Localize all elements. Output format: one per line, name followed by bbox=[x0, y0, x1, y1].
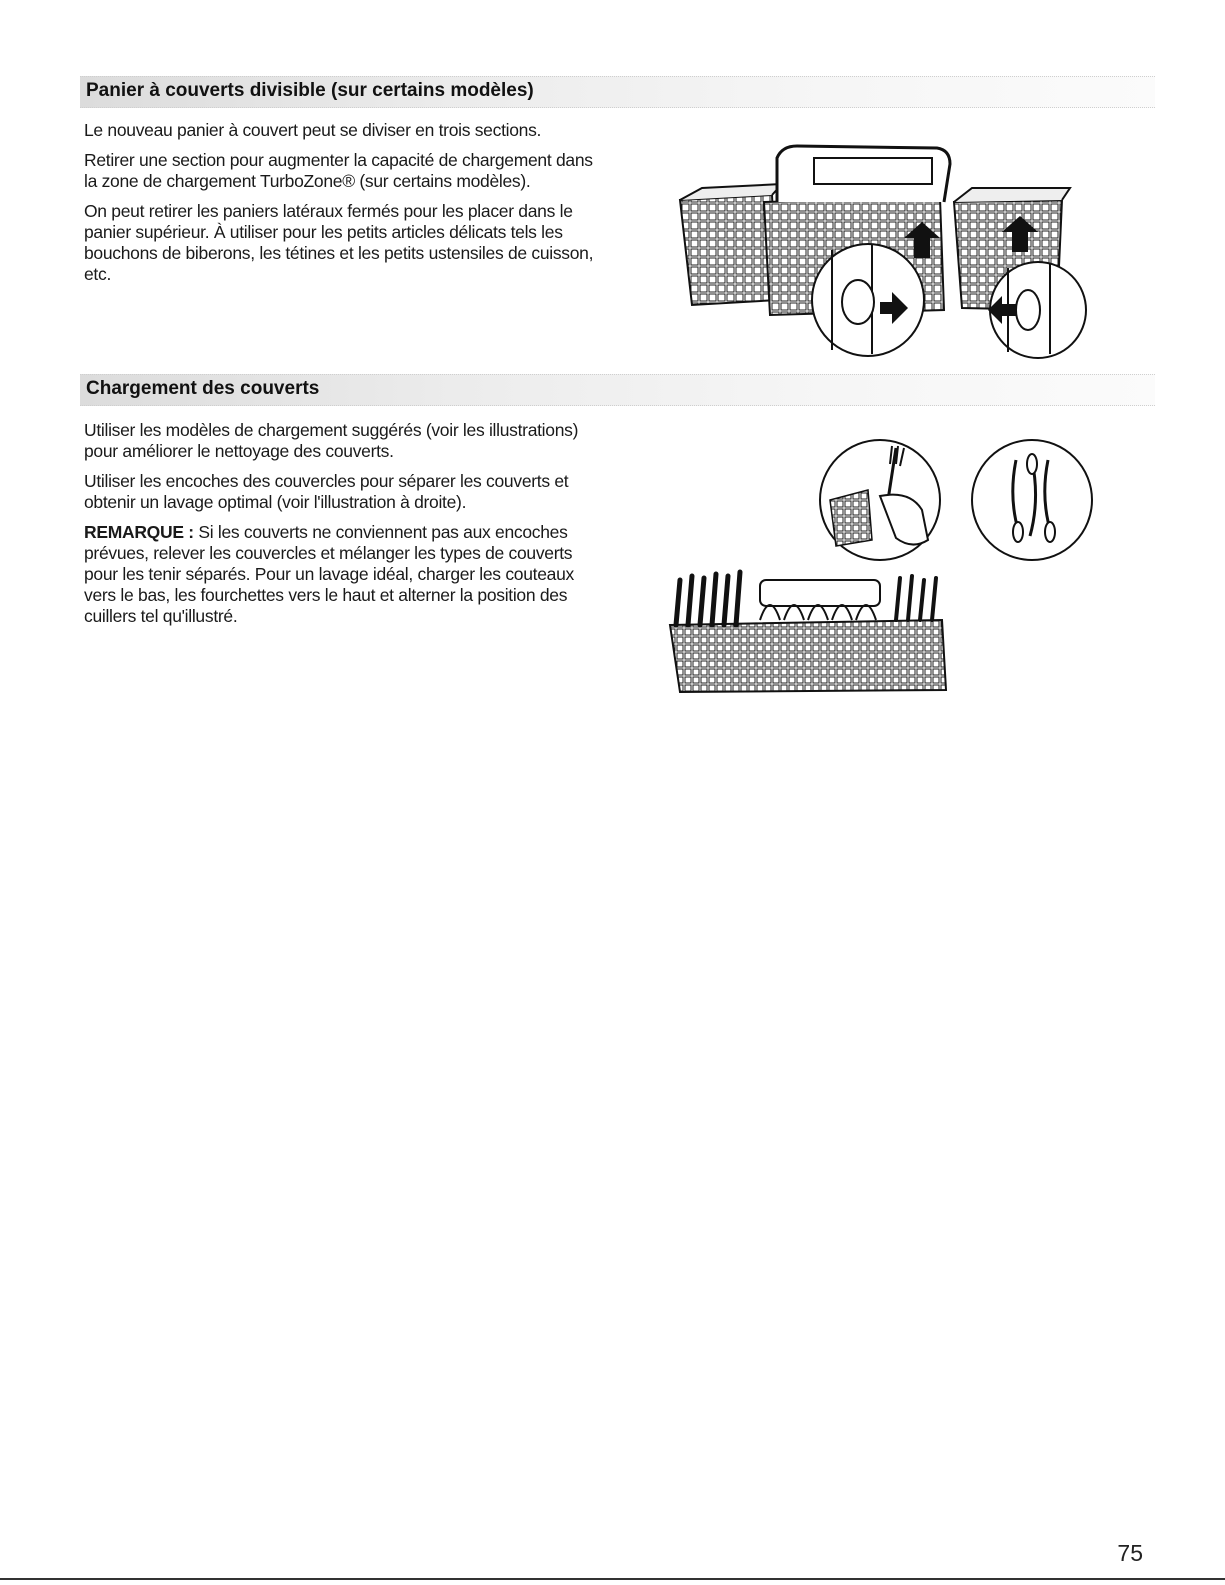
bottom-rule bbox=[0, 1578, 1225, 1580]
paragraph: Retirer une section pour augmenter la capacité de chargement dans la zone de chargement TurboZone® (sur certains modèles). bbox=[84, 150, 593, 191]
page-number: 75 bbox=[1117, 1540, 1143, 1566]
section-title: Panier à couverts divisible (sur certains modèles) bbox=[86, 80, 534, 101]
paragraph: Le nouveau panier à couvert peut se diviser en trois sections. bbox=[84, 120, 542, 140]
divisible-basket-illustration bbox=[672, 140, 1092, 380]
section-header-loading-silverware bbox=[80, 374, 1155, 406]
paragraph: Utiliser les modèles de chargement suggérés (voir les illustrations) pour améliorer le nettoyage des couverts. bbox=[84, 420, 579, 461]
note-label: REMARQUE : bbox=[84, 522, 194, 542]
note-text: Si les couverts ne conviennent pas aux encoches prévues, relever les couvercles et mélanger les types de couverts pour les tenir séparés. Pour un lavage idéal, charger les couteaux vers le bas, les fourchettes vers le haut et alterner la position des cuillers tel qu'illustré. bbox=[84, 522, 574, 626]
paragraph: Utiliser les encoches des couvercles pour séparer les couverts et obtenir un lavage optimal (voir l'illustration à droite). bbox=[84, 471, 569, 512]
note-paragraph bbox=[84, 522, 604, 627]
section-title: Chargement des couverts bbox=[86, 378, 320, 399]
silverware-loading-illustration bbox=[660, 420, 1110, 700]
section-body-loading-silverware bbox=[84, 420, 604, 636]
paragraph: On peut retirer les paniers latéraux fermés pour les placer dans le panier supérieur. À utiliser pour les petits articles délicats tels les bouchons de biberons, les tétines et les petits ustensiles de cuisson, etc. bbox=[84, 201, 594, 284]
section-body-divisible-basket bbox=[84, 120, 604, 294]
section-header-divisible-basket bbox=[80, 76, 1155, 108]
